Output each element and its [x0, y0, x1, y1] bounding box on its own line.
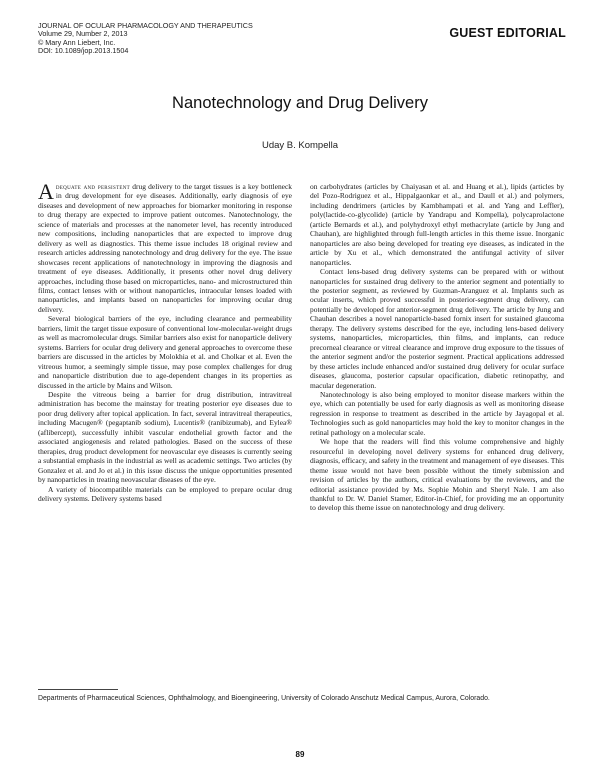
journal-doi: DOI: 10.1089/jop.2013.1504: [38, 46, 129, 56]
page-number: 89: [295, 750, 305, 759]
body-paragraph-3: Despite the vitreous being a barrier for drug distribution, intravitreal administration has become the mainstay for treating posterior eye diseases due to poor drug delivery after topical application. In fact, several intravitreal therapeutics, including Macugen® (pegaptanib sodium), Lucentis® (ranibizumab), and Eylea® (aflibercept), successfully inhibit vascular endothelial growth factor and the associated angiogenesis and related pathologies. Based on the success of these therapies, drug product development for neovascular eye diseases is currently seeing a substantial emphasis in the industrial as well as academic settings. Two articles (by Gonzalez et al. and Jo et al.) in this issue discuss the unique opportunities presented by nanoparticles in treating neovascular diseases of the eye.: [38, 389, 292, 485]
body-paragraph-4-continued: on carbohydrates (articles by Chaiyasan et al. and Huang et al.), lipids (articles by del Pozo-Rodriguez et al., Hippalgaonkar et al., and Daull et al.) and polymers, including dendrimers (articles by Kambhampati et al. and Yang and Leffler), poly(lactide-co-glycolide) (article by Yandrapu and Kompella), polycaprolactone (article Bernards et al.), and polyhydroxyl ethyl methacrylate (article by Jung and Chauhan), are highlighted through full-length articles in this theme issue. Inorganic nanoparticles are also being developed for treating eye diseases, as indicated in the article by Xu et al., which demonstrated the antifungal activity of silver nanoparticles.: [310, 182, 564, 267]
section-label: GUEST EDITORIAL: [449, 26, 566, 40]
footnote-divider: [38, 689, 118, 690]
journal-volume: Volume 29, Number 2, 2013: [38, 29, 128, 39]
body-paragraph-5: Contact lens-based drug delivery systems can be prepared with or without nanoparticles for sustained drug delivery to the anterior segment and potentially to the posterior segment, as reviewed by Guzman-Aranguez et al. Implants such as ocular inserts, which proved successful in posterior-segment drug delivery, can potentially be developed for anterior-segment drug delivery. The article by Jung and Chauhan describes a novel nanoparticle-based fornix insert for sustained glaucoma therapy. The delivery systems described for the eye, including lens-based delivery systems, nanoparticles, microparticles, thin films, and implants, can reduce precorneal clearance or vitreal clearance and improve drug exposure to the tissues of the anterior segment and/or the posterior segment. Practical applications addressed by these articles include enhanced and/or sustained drug delivery for ocular surface diseases, glaucoma, posterior capsular opacification, diabetic retinopathy, and macular degeneration.: [310, 267, 564, 390]
right-column: [310, 182, 564, 513]
body-paragraph-2: Several biological barriers of the eye, including clearance and permeability barriers, limit the target tissue exposure of conventional low-molecular-weight drugs as well as macromolecular drugs. Similar barriers also exist for nanoparticle delivery systems. Barriers for ocular drug delivery and general approaches to overcome these barriers are discussed in the articles by Molokhia et al. and Cholkar et al. Even the vitreous humor, a seemingly simple tissue, may pose complex challenges for drug and nanoparticle distribution due to age-dependent changes in its properties as discussed in the article by Mains and Wilson.: [38, 314, 292, 390]
body-paragraph-1: [38, 179, 293, 314]
article-title: Nanotechnology and Drug Delivery: [172, 94, 428, 112]
journal-name: JOURNAL OF OCULAR PHARMACOLOGY AND THERAPEUTICS: [38, 21, 253, 30]
body-paragraph-6: Nanotechnology is also being employed to monitor disease markers within the eye, which can potentially be used for early diagnosis as well as monitoring disease regression in response to treatment as described in the article by Jayagopal et al. Technologies such as gold nanoparticles may hold the key to monitor changes in the retinal pathology on a molecular scale.: [310, 389, 564, 437]
lead-in-smallcaps: dequate and persistent: [55, 182, 131, 191]
body-paragraph-7: We hope that the readers will find this volume comprehensive and highly resourceful in developing novel delivery systems for enhanced drug delivery, diagnosis, efficacy, and safety in the treatment and management of eye diseases. This theme issue would not have been possible without the timely submission and revision of articles by the authors, critical evaluations by the reviewers, and the editorial assistance provided by Ms. Sophie Mohin and Sheryl Nale. I am also thankful to Dr. W. Daniel Stamer, Editor-in-Chief, for providing me an opportunity to develop this theme issue on nanotechnology and drug delivery.: [310, 437, 564, 513]
paragraph-1-text: drug delivery to the target tissues is a key bottleneck in drug development for eye diseases. Additionally, early diagnosis of eye diseases and development of new approaches for biomarker monitoring in response to drug therapy are expected to improve patient outcomes. Nanotechnology, the science of materials and processes at the nanometer level, has recently introduced new compositions, including nanoparticles that are expected to improve drug delivery as well as diagnostics. This theme issue includes 18 original review and research articles addressing nanotechnology and drug delivery for the eye. The issue showcases recent applications of nanotechnology in improving the diagnosis and treatment of eye diseases. Additionally, it presents other novel drug delivery approaches, including those based on microparticles, nano- and microstructured thin films, contact lenses with or without nanoparticles, intraocular lenses loaded with nanoparticles, and implants based on nanoparticles for improving ocular drug delivery.: [38, 182, 293, 314]
body-paragraph-4: A variety of biocompatible materials can be employed to prepare ocular drug delivery systems. Delivery systems based: [38, 484, 292, 503]
article-author: Uday B. Kompella: [261, 140, 339, 151]
left-column: [38, 179, 293, 503]
journal-header: [38, 22, 566, 56]
journal-copyright: © Mary Ann Liebert, Inc.: [38, 37, 116, 47]
affiliation-footnote: Departments of Pharmaceutical Sciences, Ophthalmology, and Bioengineering, University of Colorado Anschutz Medical Campus, Aurora, Colorado.: [38, 695, 490, 702]
drop-cap: A: [38, 179, 54, 204]
